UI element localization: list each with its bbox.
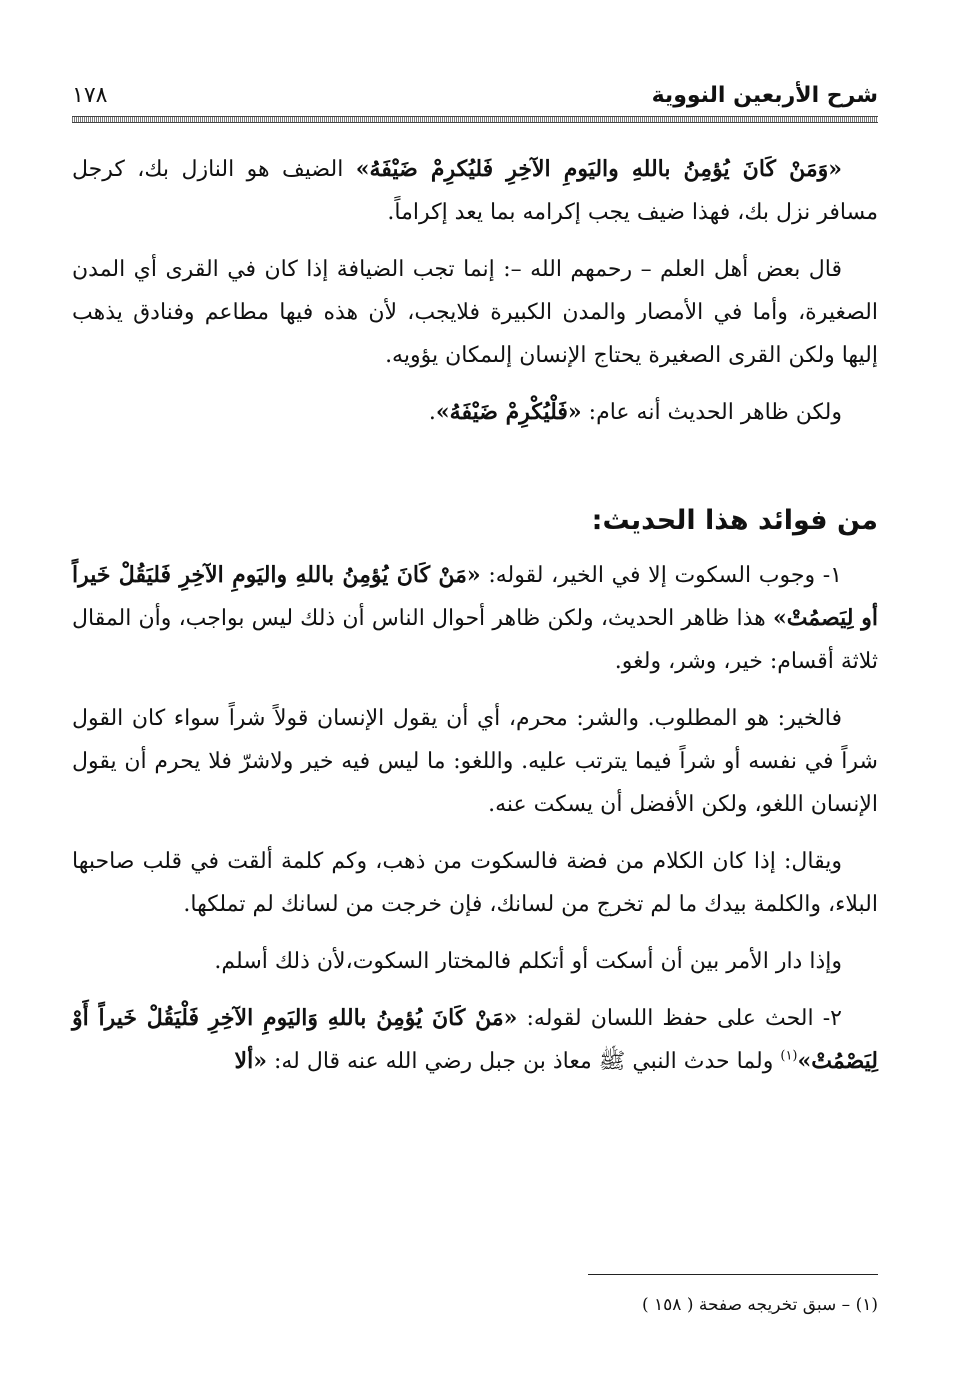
main-text — [72, 148, 878, 1097]
paragraph-text: ولما حدث النبي ﷺ معاذ بن جبل رضي الله عنه قال له: — [266, 1049, 781, 1074]
paragraph-end: . — [428, 400, 436, 425]
running-head — [72, 78, 878, 118]
paragraph-saying: ويقال: إذا كان الكلام من فضة فالسكوت من ذهب، وكم كلمة ألقت في قلب صاحبها البلاء، والكلمة بيدك ما لم تخرج من لسانك، فإن خرجت من لسانك لم تملكها. — [72, 849, 878, 917]
book-title: شرح الأربعين النووية — [651, 83, 878, 108]
point-lead: ٢- الحث على حفظ اللسان لقوله: — [517, 1006, 842, 1031]
hadith-quote: «وَمَنْ كَانَ يُؤمِنُ باللهِ واليَومِ الآخِرِ فَليُكرِمْ ضَيْفَهُ» — [355, 156, 842, 182]
point-two — [72, 997, 878, 1083]
section-heading: من فوائد هذا الحديث: — [591, 505, 878, 536]
paragraph-scholars: قال بعض أهل العلم – رحمهم الله –: إنما تجب الضيافة إذا كان في القرى أي المدن الصغيرة، وأما في الأمصار والمدن الكبيرة فلايجب، لأن هذه فيها مطاعم وفنادق يذهب إليها ولكن القرى الصغيرة يحتاج الإنسان إلىمكان يؤويه. — [72, 257, 878, 368]
paragraph-silence: وإذا دار الأمر بين أن أسكت أو أتكلم فالمختار السكوت،لأن ذلك أسلم. — [214, 949, 842, 974]
header-rule — [72, 116, 878, 123]
paragraph-text: ولكن ظاهر الحديث أنه عام: — [581, 400, 842, 425]
paragraph-categories: فالخير: هو المطلوب. والشر: محرم، أي أن يقول الإنسان قولاً شراً سواء كان القول شراً في نفسه أو شراً فيما يترتب عليه. واللغو: ما ليس فيه خير ولاشرّ فلا يحرم أن يقول الإنسان اللغو، ولكن الأفضل أن يسكت عنه. — [72, 706, 878, 817]
footnote-marker: (١) — [780, 1048, 798, 1064]
page-number: ١٧٨ — [72, 83, 108, 108]
point-one — [72, 554, 878, 683]
footnote-rule — [588, 1274, 878, 1275]
paragraph-text: هذا ظاهر الحديث، ولكن ظاهر أحوال الناس أن ذلك ليس بواجب، وأن المقال ثلاثة أقسام: خير، وشر، ولغو. — [72, 606, 878, 674]
point-lead: ١- وجوب السكوت إلا في الخير، لقوله: — [480, 563, 842, 588]
hadith-quote-continued: «ألا — [234, 1048, 267, 1074]
paragraph-general — [72, 391, 878, 434]
paragraph-guest — [72, 148, 878, 234]
hadith-quote: «فَلْيُكْرِمْ ضَيْفَهُ» — [435, 399, 582, 425]
hadith-quote: «مَنْ كَانَ يُؤمِنُ باللهِ واليَومِ الآخِرِ فَليَقُلْ خَيراً أو لِيَصمُتْ» — [72, 562, 878, 631]
footnote: (١) – سبق تخريجه صفحة ( ١٥٨ ) — [641, 1295, 878, 1315]
paragraph-text: الضيف هو النازل بك، كرجل مسافر نزل بك، فهذا ضيف يجب إكرامه بما يعد إكراماً. — [72, 157, 878, 225]
hadith-quote: «مَنْ كَانَ يُؤمِنُ باللهِ وَاليَومِ الآخِرِ فَلْيَقُلْ خَيراً أَوْ لِيَصْمُتْ» — [72, 1005, 878, 1074]
